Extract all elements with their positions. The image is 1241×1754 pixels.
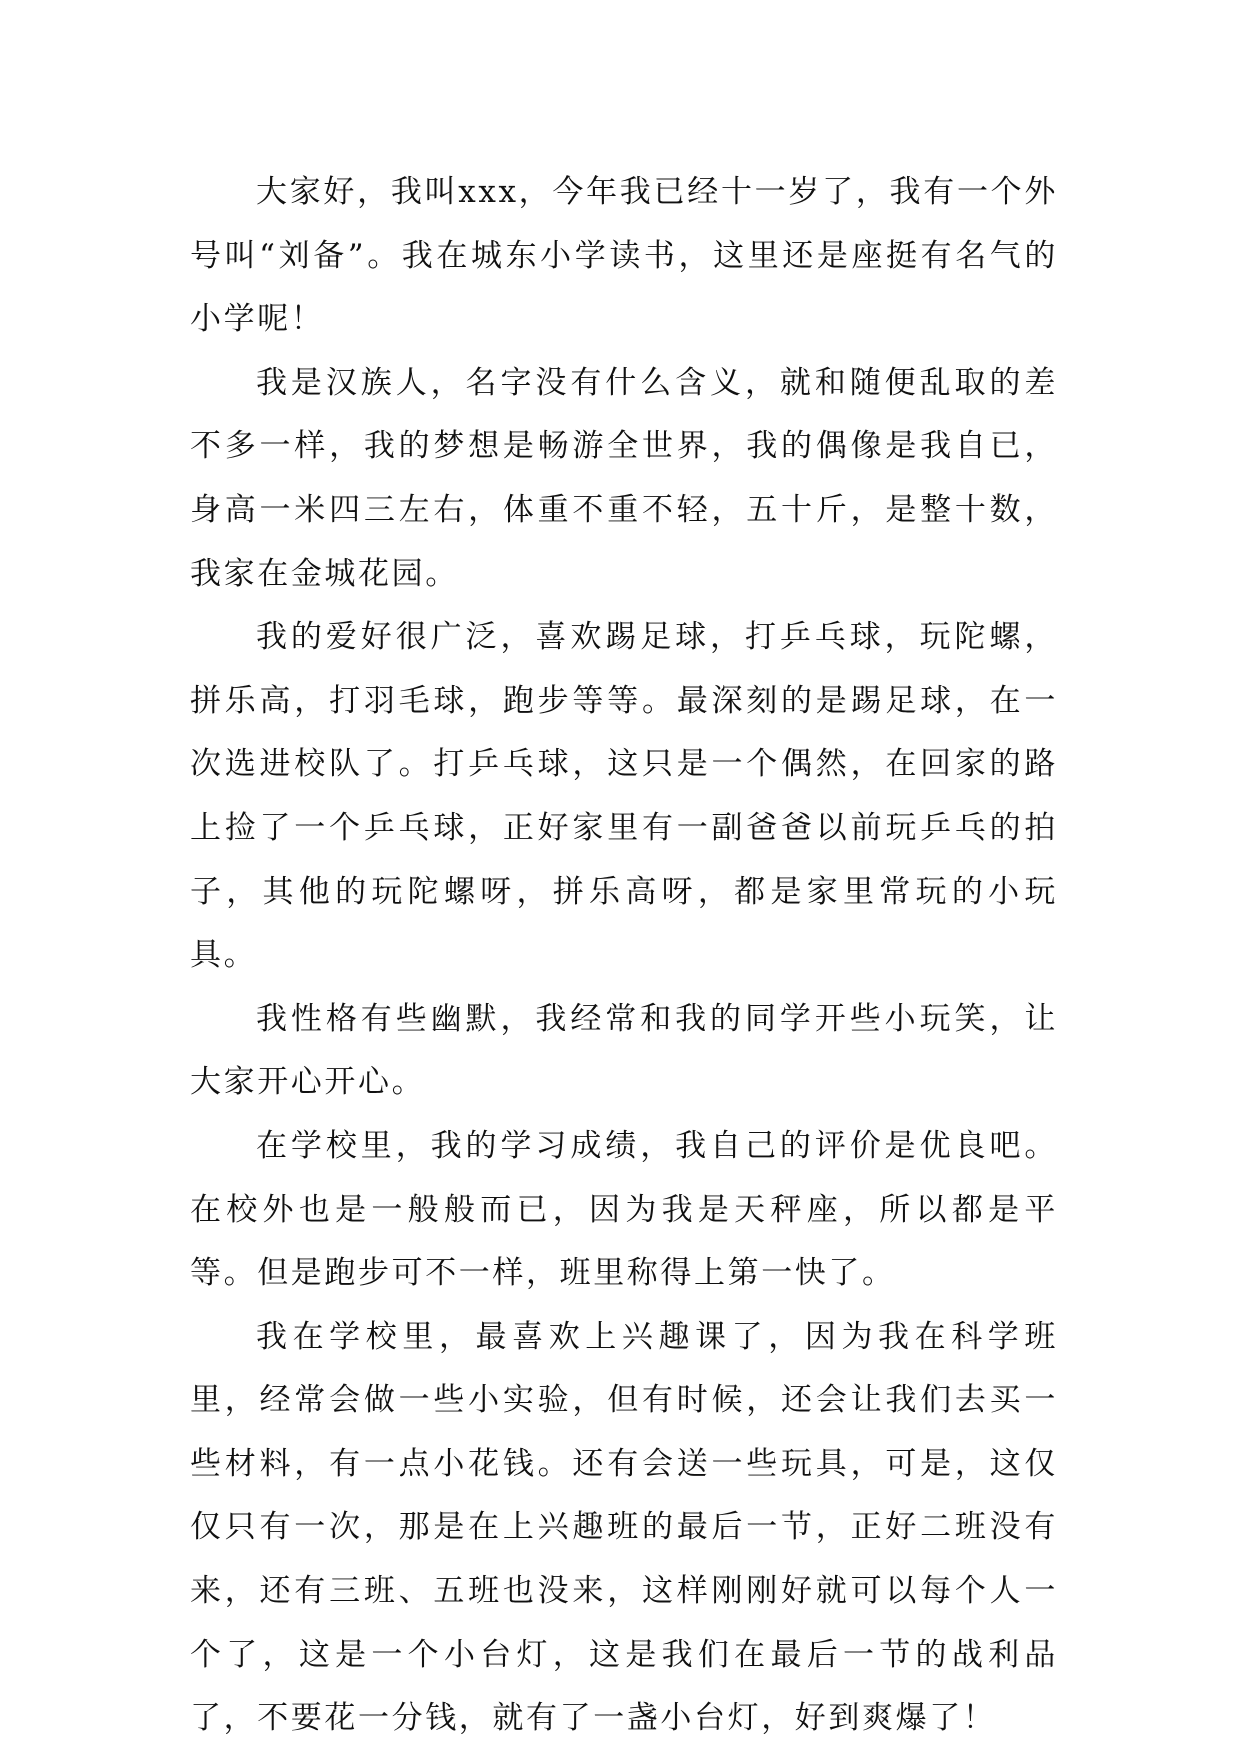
- paragraph-intro: 大家好，我叫xxx，今年我已经十一岁了，我有一个外号叫“刘备”。我在城东小学读书，这里还是座挺有名气的小学呢！: [190, 174, 1058, 338]
- paragraph-identity: 我是汉族人，名字没有什么含义，就和随便乱取的差不多一样，我的梦想是畅游全世界，我的偶像是我自已，身高一米四三左右，体重不重不轻，五十斤，是整十数，我家在金城花园。: [190, 364, 1058, 592]
- paragraph-interest-class: 我在学校里，最喜欢上兴趣课了，因为我在科学班里，经常会做一些小实验，但有时候，还会让我们去买一些材料，有一点小花钱。还有会送一些玩具，可是，这仅仅只有一次，那是在上兴趣班的最后一节，正好二班没有来，还有三班、五班也没来，这样刚刚好就可以每个人一个了，这是一个小台灯，这是我们在最后一节的战利品了，不要花一分钱，就有了一盏小台灯，好到爽爆了！: [190, 1318, 1058, 1737]
- paragraph-hobbies: 我的爱好很广泛，喜欢踢足球，打乒乓球，玩陀螺，拼乐高，打羽毛球，跑步等等。最深刻的是踢足球，在一次选进校队了。打乒乓球，这只是一个偶然，在回家的路上捡了一个乒乓球，正好家里有一副爸爸以前玩乒乓的拍子，其他的玩陀螺呀，拼乐高呀，都是家里常玩的小玩具。: [190, 619, 1058, 974]
- document-body: [190, 161, 1058, 1751]
- paragraph-personality: 我性格有些幽默，我经常和我的同学开些小玩笑，让大家开心开心。: [190, 1000, 1058, 1101]
- paragraph-school-grades: 在学校里，我的学习成绩，我自己的评价是优良吧。在校外也是一般般而已，因为我是天秤座，所以都是平等。但是跑步可不一样，班里称得上第一快了。: [190, 1127, 1058, 1292]
